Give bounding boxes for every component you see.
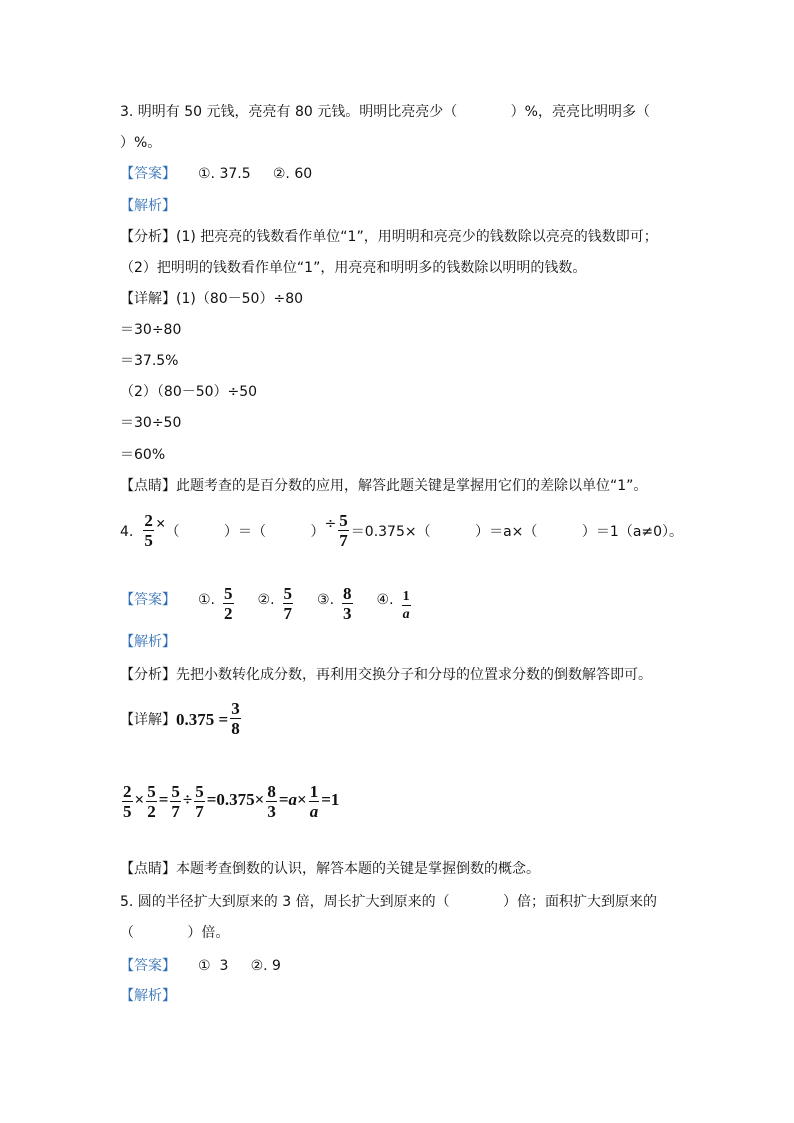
denominator: 7 — [283, 604, 293, 623]
q3-detail-line: ＝30÷80 — [120, 322, 182, 338]
answer-label: 【答案】 — [120, 166, 176, 182]
q3-detail-line: ＝30÷50 — [120, 415, 182, 431]
numerator: 3 — [231, 699, 240, 718]
denominator: 7 — [171, 801, 180, 821]
answer-fraction — [223, 585, 234, 622]
fraction — [122, 783, 133, 820]
q3-text-line2: ）%。 — [120, 135, 162, 151]
denominator: 2 — [147, 801, 156, 821]
fraction — [143, 512, 154, 549]
q3-analysis-2: （2）把明明的钱数看作单位“1”，用亮亮和明明多的钱数除以明明的钱数。 — [120, 260, 587, 276]
answer-mark: ①. — [198, 592, 216, 608]
operator: × — [297, 790, 307, 809]
q4-rest: ＝0.375×（ ）＝a×（ ）＝1（a≠0）。 — [350, 524, 684, 540]
operator: =1 — [321, 790, 340, 809]
q4-dianjing: 【点睛】本题考查倒数的认识，解答本题的关键是掌握倒数的概念。 — [120, 861, 540, 877]
operator: = — [158, 790, 169, 809]
numerator: 2 — [144, 511, 153, 530]
denominator: 7 — [195, 801, 204, 821]
fraction — [146, 783, 157, 820]
q4-detail — [120, 700, 243, 740]
denominator: 7 — [339, 531, 348, 550]
q3-detail-line: （2）（80－50）÷50 — [120, 384, 258, 400]
answer-fraction — [283, 585, 294, 622]
numerator: 5 — [283, 584, 293, 603]
fraction — [170, 783, 181, 820]
numerator: 5 — [171, 781, 180, 801]
fraction — [194, 783, 205, 820]
numerator: 2 — [123, 781, 132, 801]
numerator: 5 — [224, 584, 233, 603]
q3-text-line1: 3. 明明有 50 元钱，亮亮有 80 元钱。明明比亮亮少（ ）%，亮亮比明明多（ — [120, 104, 650, 120]
operator: ÷ — [182, 790, 193, 809]
q4-answer — [120, 578, 413, 622]
denominator: 3 — [267, 801, 276, 821]
answer-label: 【答案】 — [120, 592, 176, 608]
operator: × — [134, 790, 145, 809]
q3-detail-line: ＝37.5% — [120, 353, 179, 369]
operator: = — [278, 790, 289, 809]
times-sign: × — [155, 514, 166, 533]
answer-fraction — [342, 585, 353, 622]
numerator: 8 — [267, 781, 276, 801]
answer-fraction — [402, 589, 411, 622]
q4-text — [120, 512, 683, 552]
numerator: 5 — [339, 511, 348, 530]
q5-text-line2: （ ）倍。 — [120, 925, 230, 941]
answer-mark: ②. — [257, 592, 275, 608]
denominator: a — [402, 607, 410, 622]
denominator: 8 — [231, 719, 240, 738]
q3-detail-line: 【详解】(1)（80－50）÷80 — [120, 291, 304, 307]
denominator: 3 — [343, 604, 352, 623]
div-sign: ÷ — [324, 516, 337, 532]
fraction — [338, 512, 349, 549]
q3-dianjing: 【点睛】此题考查的是百分数的应用，解答此题关键是掌握用它们的差除以单位“1”。 — [120, 478, 648, 494]
q5-text-line1: 5. 圆的半径扩大到原来的 3 倍，周长扩大到原来的（ ）倍；面积扩大到原来的 — [120, 894, 658, 910]
denominator: 2 — [224, 604, 233, 623]
jiexi-label: 【解析】 — [120, 198, 176, 214]
numerator: 1 — [402, 589, 410, 604]
detail-label: 【详解】 — [120, 712, 176, 728]
answer-values: ①. 37.5 ②. 60 — [198, 166, 313, 182]
q3-detail-line: ＝60% — [120, 447, 166, 463]
fraction — [309, 783, 320, 820]
numerator: 1 — [309, 781, 319, 801]
q4-analysis: 【分析】先把小数转化成分数，再利用交换分子和分母的位置求分数的倒数解答即可。 — [120, 667, 652, 683]
operator: =0.375× — [206, 790, 265, 809]
q5-answer — [120, 957, 281, 975]
variable: a — [288, 790, 298, 809]
math-expr: 0.375 = — [176, 710, 229, 729]
denominator: a — [309, 801, 319, 821]
q3-analysis-1: 【分析】(1) 把亮亮的钱数看作单位“1”，用明明和亮亮少的钱数除以亮亮的钱数即可； — [120, 229, 658, 245]
q4-number: 4. — [120, 524, 134, 540]
q4-blanks: （ ）＝（ ） — [165, 524, 325, 540]
answer-mark: ④. — [376, 592, 394, 608]
answer-values: ① 3 ②. 9 — [198, 958, 281, 974]
denominator: 5 — [144, 531, 153, 550]
fraction — [266, 783, 277, 820]
denominator: 5 — [123, 801, 132, 821]
q3-answer — [120, 165, 312, 183]
jiexi-label: 【解析】 — [120, 634, 176, 650]
jiexi-label: 【解析】 — [120, 988, 176, 1004]
fraction — [230, 700, 241, 737]
numerator: 5 — [195, 781, 204, 801]
numerator: 8 — [343, 584, 352, 603]
answer-mark: ③. — [317, 592, 335, 608]
answer-label: 【答案】 — [120, 958, 176, 974]
q4-equation — [120, 780, 339, 821]
numerator: 5 — [147, 781, 156, 801]
